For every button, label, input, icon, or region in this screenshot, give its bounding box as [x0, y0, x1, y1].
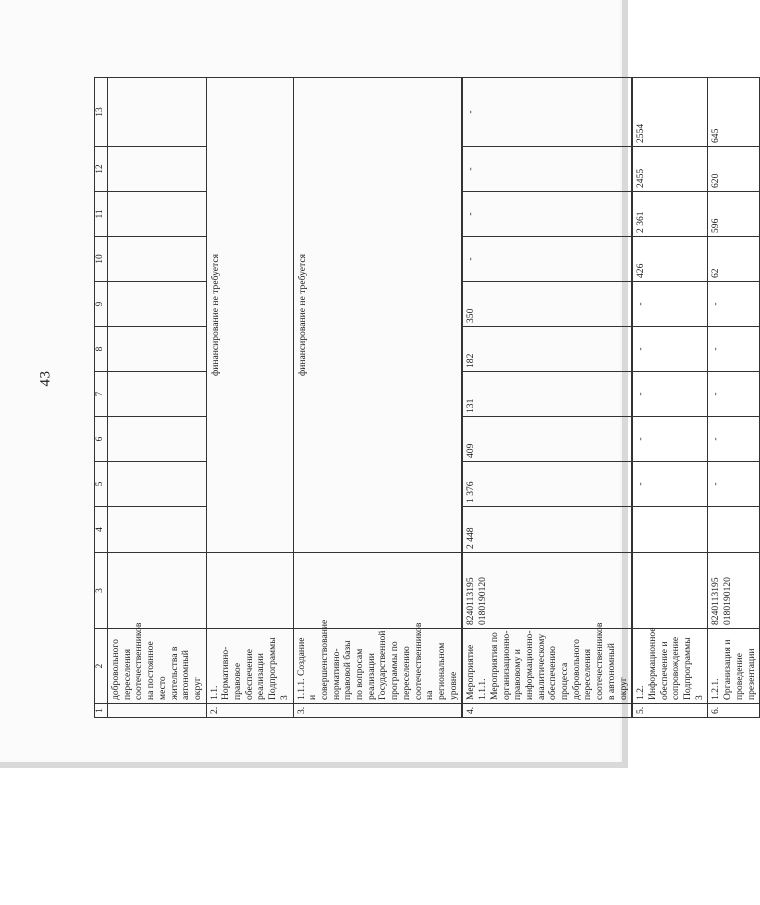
value-cell	[108, 78, 207, 147]
value-cell	[108, 507, 207, 553]
value-cell: -	[632, 462, 708, 507]
value-cell: -	[708, 327, 760, 372]
funding-note: финансирование не требуется	[206, 78, 293, 553]
value-cell	[108, 417, 207, 462]
budget-code	[293, 553, 462, 629]
header-cell: 9	[95, 282, 108, 327]
value-cell	[108, 237, 207, 282]
value-cell: 182	[462, 327, 632, 372]
value-cell	[108, 147, 207, 192]
value-cell: 596	[708, 192, 760, 237]
value-cell: 2455	[632, 147, 708, 192]
header-cell: 11	[95, 192, 108, 237]
row-number: 6.	[708, 704, 760, 718]
value-cell: 409	[462, 417, 632, 462]
rotated-table-wrapper	[94, 78, 757, 718]
value-cell: -	[462, 192, 632, 237]
value-cell	[108, 462, 207, 507]
value-cell: -	[462, 78, 632, 147]
value-cell: 1 376	[462, 462, 632, 507]
value-cell: -	[632, 282, 708, 327]
value-cell: 131	[462, 372, 632, 417]
value-cell: -	[708, 462, 760, 507]
value-cell: -	[708, 372, 760, 417]
value-cell: 2 361	[632, 192, 708, 237]
value-cell: 2554	[632, 78, 708, 147]
row-name: 1.1.1. Создание и совершенствование нормативно-правовой базы по вопросам реализации Государственной программы по переселению соотечественников на региональном уровне	[293, 629, 462, 704]
value-cell	[108, 327, 207, 372]
value-cell: -	[708, 417, 760, 462]
value-cell	[108, 372, 207, 417]
header-cell: 2	[95, 629, 108, 704]
value-cell	[708, 507, 760, 553]
table-row	[206, 78, 293, 718]
value-cell	[108, 282, 207, 327]
value-cell: -	[632, 417, 708, 462]
row-number: 3.	[293, 704, 462, 718]
table-row	[632, 78, 708, 718]
header-cell: 5	[95, 462, 108, 507]
table-row	[708, 78, 760, 718]
budget-code	[108, 553, 207, 629]
header-cell: 10	[95, 237, 108, 282]
value-cell	[108, 192, 207, 237]
value-cell: 426	[632, 237, 708, 282]
row-name: 1.2. Информационное обеспечение и сопровождение Подпрограммы 3	[632, 629, 708, 704]
header-cell: 8	[95, 327, 108, 372]
header-cell: 1	[95, 704, 108, 718]
header-cell: 7	[95, 372, 108, 417]
budget-code: 8240113195 0180190120	[708, 553, 760, 629]
value-cell	[632, 507, 708, 553]
value-cell: 620	[708, 147, 760, 192]
value-cell: -	[462, 237, 632, 282]
value-cell: -	[632, 372, 708, 417]
table-row	[293, 78, 462, 718]
budget-code	[206, 553, 293, 629]
header-cell: 12	[95, 147, 108, 192]
table-row	[462, 78, 632, 718]
value-cell: -	[632, 327, 708, 372]
row-name: добровольного переселения соотечественников на постоянное место жительства в автономный округ	[108, 629, 207, 704]
budget-code: 8240113195 0180190120	[462, 553, 632, 629]
table-header-row	[95, 78, 108, 718]
page-number: 43	[37, 370, 54, 387]
row-name: 1.1. Нормативно-правовое обеспечение реализации Подпрограммы 3	[206, 629, 293, 704]
header-cell: 13	[95, 78, 108, 147]
value-cell: 645	[708, 78, 760, 147]
header-cell: 4	[95, 507, 108, 553]
value-cell: 350	[462, 282, 632, 327]
row-number: 2.	[206, 704, 293, 718]
row-number	[108, 704, 207, 718]
funding-note: финансирование не требуется	[293, 78, 462, 553]
value-cell: 62	[708, 237, 760, 282]
row-name: 1.2.1. Организация и проведение презентации	[708, 629, 760, 704]
row-number: 5.	[632, 704, 708, 718]
budget-code	[632, 553, 708, 629]
row-name: Мероприятие 1.1.1. Мероприятия по организационно-правовому и информационно-аналитическому обеспечению процесса добровольного переселения соотечественников в автономный округ	[462, 629, 632, 704]
program-funding-table	[94, 77, 760, 718]
table-row	[108, 78, 207, 718]
value-cell: -	[708, 282, 760, 327]
row-number: 4.	[462, 704, 632, 718]
header-cell: 3	[95, 553, 108, 629]
header-cell: 6	[95, 417, 108, 462]
value-cell: -	[462, 147, 632, 192]
value-cell: 2 448	[462, 507, 632, 553]
